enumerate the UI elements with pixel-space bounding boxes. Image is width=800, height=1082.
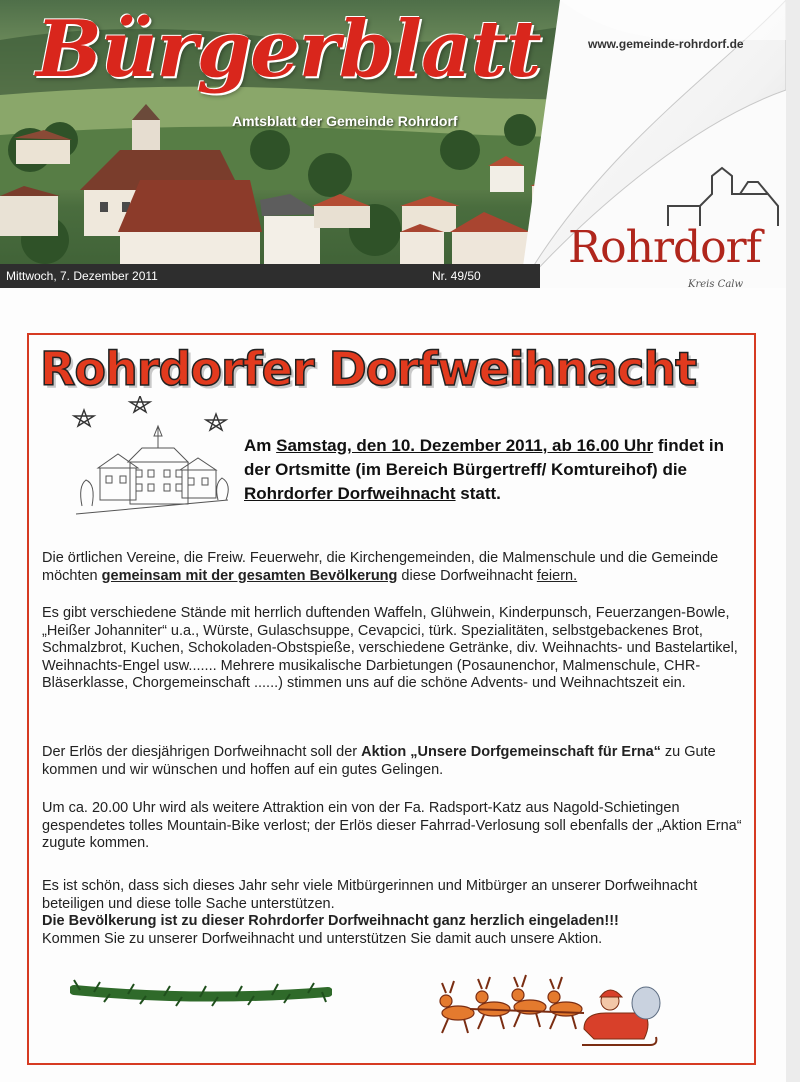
lead-text-1: Am	[244, 436, 277, 455]
lead-text-3: statt.	[455, 484, 501, 503]
santa-sleigh-icon	[434, 973, 664, 1055]
para5-text: Es ist schön, dass sich dieses Jahr sehr viele Mitbürgerinnen und Mitbürger an unserer Dorfweihnacht beteiligen und diese tolle Sache unterstützen.	[42, 878, 698, 912]
lead-text-2: findet in der Ortsmitte (im Bereich Bürgertreff/ Komtureihof) die	[244, 436, 724, 479]
masthead-website[interactable]: www.gemeinde-rohrdorf.de	[588, 37, 744, 51]
fir-garland-icon	[70, 972, 332, 1012]
para5-closing: Kommen Sie zu unserer Dorfweihnacht und unterstützen Sie damit auch unsere Aktion.	[42, 930, 603, 947]
village-sketch-icon	[68, 396, 236, 526]
para3-text-2: zu Gute kommen und wir wünschen und hoffen auf ein gutes Gelingen.	[42, 744, 716, 778]
para1-text-2: diese Dorfweihnacht	[397, 567, 537, 584]
logo-subtitle: Kreis Calw	[688, 279, 744, 288]
para3-text: Der Erlös der diesjährigen Dorfweihnacht soll der	[42, 744, 362, 760]
para1-celebrate: feiern.	[536, 567, 578, 584]
paragraph-raffle: Um ca. 20.00 Uhr wird als weitere Attraktion ein von der Fa. Radsport-Katz aus Nagold-Schietingen gespendetes tolles Mountain-Bike verlost; der Erlös dieser Fahrrad-Verlosung soll ebenfalls der „Aktion Erna“ zugute kommen.	[42, 800, 742, 852]
masthead-title: Bürgerblatt	[36, 4, 541, 95]
para5-invitation: Die Bevölkerung ist zu dieser Rohrdorfer Dorfweihnacht ganz herzlich eingeladen!!!	[42, 913, 619, 930]
paragraph-invitation	[42, 878, 742, 948]
lead-event-name: Rohrdorfer Dorfweihnacht	[244, 484, 456, 503]
paragraph-stands: Es gibt verschiedene Stände mit herrlich duftenden Waffeln, Glühwein, Kinderpunsch, Feuerzangen-Bowle, „Heißer Johanniter“ u.a., Würste, Gulaschsuppe, Cevapcici, türk. Spezialitäten, selbstgebackenes Brot, Schmalzbrot, Kuchen, Schokoladen-Obstspieße, verschiedene Getränke, div. Weihnachts- und Bastelartikel, Weihnachts-Engel usw....... Mehrere musikalische Darbietungen (Posaunenchor, Malmenschule, CHR-Bläserklasse, Chorgemeinschaft ......) stimmen uns auf die schöne Advents- und Weihnachtszeit ein.	[42, 605, 738, 692]
masthead	[0, 0, 786, 288]
paragraph-proceeds	[42, 744, 742, 779]
issue-number: Nr. 49/50	[432, 269, 481, 283]
article-lead	[244, 434, 734, 506]
para1-emphasis: gemeinsam mit der gesamten Bevölkerung	[101, 567, 398, 584]
issue-date: Mittwoch, 7. Dezember 2011	[6, 269, 158, 283]
masthead-subtitle: Amtsblatt der Gemeinde Rohrdorf	[232, 113, 458, 129]
article-headline: Rohrdorfer Dorfweihnacht	[40, 342, 697, 396]
paragraph-organizers	[42, 550, 742, 585]
para3-campaign: Aktion „Unsere Dorfgemeinschaft für Erna“	[361, 744, 661, 760]
logo-wordmark: Rohrdorf	[568, 222, 761, 273]
lead-event-date: Samstag, den 10. Dezember 2011, ab 16.00 Uhr	[276, 436, 654, 455]
para1-text: Die örtlichen Vereine, die Freiw. Feuerwehr, die Kirchengemeinden, die Malmenschule und die Gemeinde möchten	[42, 550, 719, 584]
